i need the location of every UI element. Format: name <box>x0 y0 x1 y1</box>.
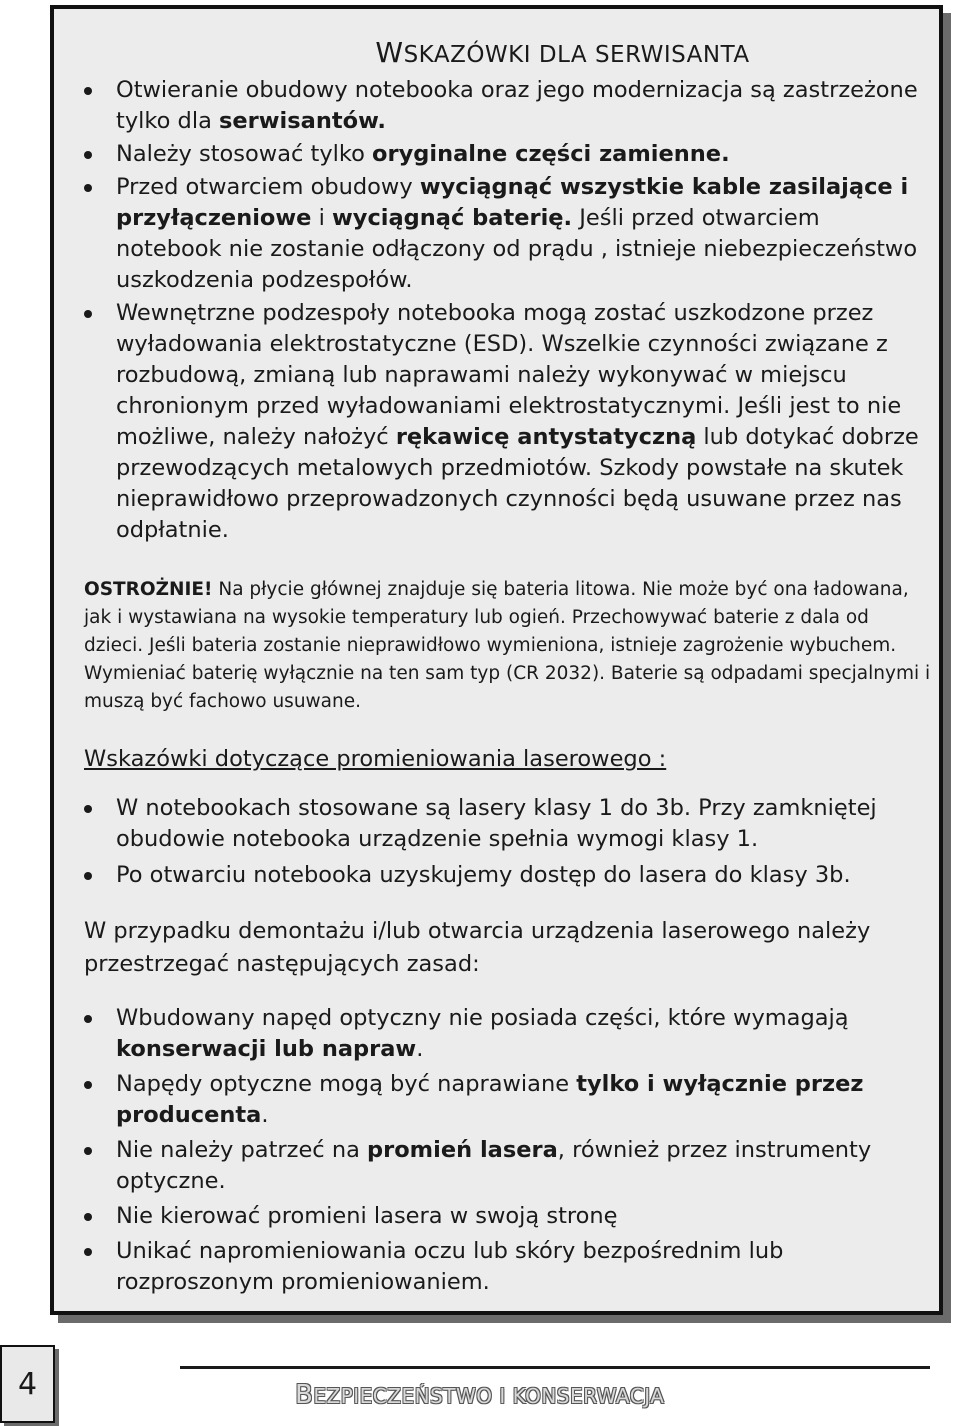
footer-rule <box>180 1366 930 1369</box>
service-notes-content <box>84 27 931 1302</box>
list-item <box>84 1069 931 1131</box>
text: , również przez instrumenty optyczne. <box>116 1137 872 1194</box>
text: Jeśli przed otwarciem notebook nie zostanie odłączony od prądu , istnieje niebezpieczeństwo uszkodzenia podzespołów. <box>116 205 918 293</box>
text: Wewnętrzne podzespoły notebooka mogą zostać uszkodzone przez wyładowania elektrostatyczne (ESD). Wszelkie czynności związane z rozbudową, zmianą lub naprawami należy wykonywać w miejscu chronionym przed wyładowaniami elektrostatycznymi. Jeśli jest to nie możliwe, należy nałożyć <box>116 300 902 450</box>
text: Nie kierować promieni lasera w swoją stronę <box>116 1203 618 1229</box>
text: . <box>261 1102 269 1128</box>
list-item <box>84 75 931 137</box>
text: lub dotykać dobrze przewodzących metalowych przedmiotów. Szkody powstałe na skutek nieprawidłowo przeprowadzonych czynności będą usuwane przez nas odpłatnie. <box>116 424 919 543</box>
bold-text: konserwacji lub napraw <box>116 1036 417 1062</box>
bold-text: rękawicę antystatyczną <box>395 424 697 450</box>
text: Należy stosować tylko <box>116 141 373 167</box>
list-item <box>84 1201 931 1232</box>
list-item <box>84 860 931 891</box>
laser-list <box>84 793 931 891</box>
bold-text: tylko i wyłącznie przez producenta <box>116 1071 864 1128</box>
text: i <box>311 205 332 231</box>
bold-text: oryginalne części zamienne. <box>372 141 730 167</box>
laser-heading: Wskazówki dotyczące promieniowania laserowego : <box>84 746 667 772</box>
caution-text: Na płycie głównej znajduje się bateria litowa. Nie może być ona ładowana, jak i wystawiana na wysokie temperatury lub ogień. Przechowywać baterie z dala od dzieci. Jeśli bateria zostanie nieprawidłowo wymieniona, istnieje zagrożenie wybuchem. Wymieniać baterię wyłącznie na ten sam typ (CR 2032). Baterie są odpadami specjalnymi i muszą być fachowo usuwane. <box>84 579 931 712</box>
footer-rest: EZPIECZEŃSTWO I KONSERWACJA <box>313 1384 665 1408</box>
text: Po otwarciu notebooka uzyskujemy dostęp do lasera do klasy 3b. <box>116 862 851 888</box>
rules-intro: W przypadku demontażu i/lub otwarcia urządzenia laserowego należy przestrzegać następujących zasad: <box>84 918 871 977</box>
text: Przed otwarciem obudowy <box>116 174 420 200</box>
list-item <box>84 1003 931 1065</box>
bold-text: wyciągnąć baterię. <box>332 205 573 231</box>
section-title-rest: SKAZÓWKI DLA SERWISANTA <box>403 42 750 68</box>
text: Napędy optyczne mogą być naprawiane <box>116 1071 577 1097</box>
caution-label: OSTROŻNIE! <box>84 579 213 600</box>
caution-paragraph <box>84 576 931 716</box>
text: Nie należy patrzeć na <box>116 1137 368 1163</box>
list-item <box>84 793 931 855</box>
bold-text: wyciągnąć wszystkie kable zasilające i przyłączeniowe <box>116 174 909 231</box>
list-item <box>84 1236 931 1298</box>
list-item <box>84 298 931 546</box>
text: . <box>416 1036 424 1062</box>
list-item <box>84 172 931 296</box>
footer-chapter-title <box>295 1380 664 1410</box>
list-item <box>84 139 931 170</box>
text: Unikać napromieniowania oczu lub skóry bezpośrednim lub rozproszonym promieniowaniem. <box>116 1238 784 1295</box>
list-item <box>84 1135 931 1197</box>
text: Wbudowany napęd optyczny nie posiada części, które wymagają <box>116 1005 849 1031</box>
section-title <box>194 33 931 75</box>
footer-initial: B <box>295 1380 314 1410</box>
page-number: 4 <box>0 1345 55 1423</box>
section-title-initial: W <box>375 36 404 69</box>
bold-text: promień lasera <box>367 1137 558 1163</box>
text: W notebookach stosowane są lasery klasy 1 do 3b. Przy zamkniętej obudowie notebooka urządzenie spełnia wymogi klasy 1. <box>116 795 877 852</box>
service-notes-box <box>50 5 943 1315</box>
bold-text: serwisantów. <box>219 108 386 134</box>
text: Otwieranie obudowy notebooka oraz jego modernizacja są zastrzeżone tylko dla <box>116 77 918 134</box>
rules-list <box>84 1003 931 1298</box>
service-list <box>84 75 931 546</box>
